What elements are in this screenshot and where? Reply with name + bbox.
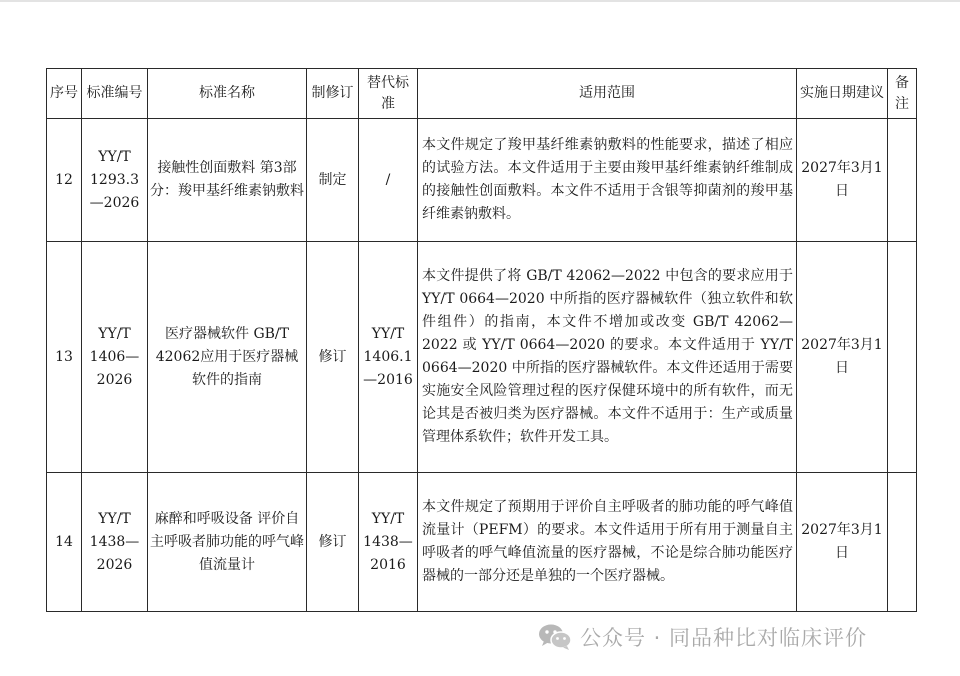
cell-code: YY/T 1406—2026 [82,242,148,473]
cell-date: 2027年3月1日 [797,242,888,473]
cell-scope: 本文件规定了羧甲基纤维素钠敷料的性能要求，描述了相应的试验方法。本文件适用于主要由羧甲基纤维素钠纤维制成的接触性创面敷料。本文件不适用于含银等抑菌剂的羧甲基纤维素钠敷料。 [418,119,797,242]
header-type: 制修订 [307,69,359,119]
table-header-row [47,69,917,119]
cell-scope: 本文件规定了预期用于评价自主呼吸者的肺功能的呼气峰值流量计（PEFM）的要求。本文件适用于所有用于测量自主呼吸者的呼气峰值流量的医疗器械，不论是综合肺功能医疗器械的一部分还是单独的一个医疗器械。 [418,473,797,612]
cell-type: 修订 [307,473,359,612]
table-row [47,119,917,242]
cell-remark [888,242,917,473]
watermark [538,622,867,652]
cell-remark [888,473,917,612]
table-row [47,242,917,473]
top-divider [0,0,960,2]
cell-name: 接触性创面敷料 第3部分：羧甲基纤维素钠敷料 [148,119,307,242]
cell-scope: 本文件提供了将 GB/T 42062—2022 中包含的要求应用于 YY/T 0664—2020 中所指的医疗器械软件（独立软件和软件组件）的指南，本文件不增加或改变 GB/T 42062—2022 或 YY/T 0664—2020 的要求。本文件适用于 YY/T 0664—2020 中所指的医疗器械软件。本文件还适用于需要实施安全风险管理过程的医疗保健环境中的所有软件，而无论其是否被归类为医疗器械。本文件不适用于：生产或质量管理体系软件；软件开发工具。 [418,242,797,473]
cell-date: 2027年3月1日 [797,473,888,612]
header-scope: 适用范围 [418,69,797,119]
standards-table [46,68,917,612]
cell-type: 修订 [307,242,359,473]
cell-no: 13 [47,242,82,473]
cell-replace: YY/T 1438—2016 [359,473,418,612]
cell-remark [888,119,917,242]
wechat-icon [538,623,572,651]
cell-no: 12 [47,119,82,242]
watermark-text: 公众号 · 同品种比对临床评价 [580,626,868,650]
cell-name: 医疗器械软件 GB/T 42062应用于医疗器械软件的指南 [148,242,307,473]
cell-no: 14 [47,473,82,612]
header-date: 实施日期建议 [797,69,888,119]
cell-type: 制定 [307,119,359,242]
header-name: 标准名称 [148,69,307,119]
table-row [47,473,917,612]
header-remark: 备注 [888,69,917,119]
header-code: 标准编号 [82,69,148,119]
cell-code: YY/T 1438—2026 [82,473,148,612]
header-replace: 替代标准 [359,69,418,119]
cell-name: 麻醉和呼吸设备 评价自主呼吸者肺功能的呼气峰值流量计 [148,473,307,612]
cell-replace: YY/T 1406.1—2016 [359,242,418,473]
cell-code: YY/T 1293.3—2026 [82,119,148,242]
cell-replace: / [359,119,418,242]
header-no: 序号 [47,69,82,119]
cell-date: 2027年3月1日 [797,119,888,242]
